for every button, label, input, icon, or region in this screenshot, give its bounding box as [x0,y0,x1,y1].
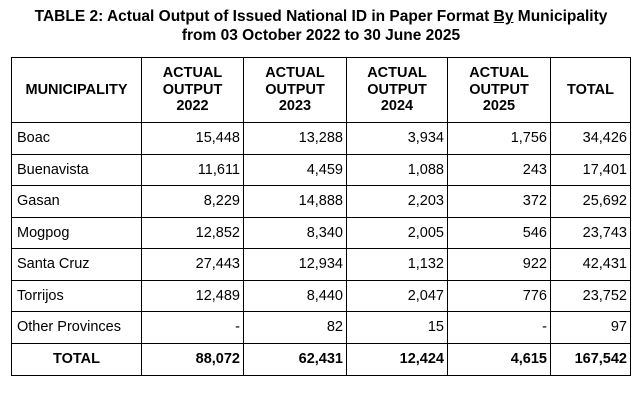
cell-2024: 1,088 [347,154,448,186]
cell-municipality: Buenavista [12,154,142,186]
cell-2025: 776 [448,280,551,312]
total-grand: 167,542 [551,343,631,375]
cell-municipality: Torrijos [12,280,142,312]
cell-2022: 8,229 [142,186,244,218]
total-2022: 88,072 [142,343,244,375]
title-line1-suffix: Municipality [513,8,608,25]
cell-2022: 12,852 [142,217,244,249]
table-row [12,249,631,281]
cell-total: 25,692 [551,186,631,218]
cell-2023: 82 [244,312,347,344]
cell-total: 23,743 [551,217,631,249]
header-municipality: MUNICIPALITY [12,58,142,123]
title-line1-prefix: TABLE 2: Actual Output of Issued National ID in Paper Format [34,8,494,25]
table-footer [12,343,631,375]
cell-2025: 546 [448,217,551,249]
table-row [12,280,631,312]
cell-municipality: Other Provinces [12,312,142,344]
table-header [12,58,631,123]
cell-2023: 14,888 [244,186,347,218]
title-line1-by: By [493,8,514,25]
total-2025: 4,615 [448,343,551,375]
total-row [12,343,631,375]
total-2024: 12,424 [347,343,448,375]
cell-municipality: Gasan [12,186,142,218]
cell-2024: 2,203 [347,186,448,218]
cell-total: 23,752 [551,280,631,312]
total-2023: 62,431 [244,343,347,375]
table-row [12,312,631,344]
cell-municipality: Boac [12,123,142,155]
cell-2024: 1,132 [347,249,448,281]
cell-total: 97 [551,312,631,344]
table-body [12,123,631,344]
cell-total: 42,431 [551,249,631,281]
table-row [12,217,631,249]
header-output-2025: ACTUAL OUTPUT 2025 [448,58,551,123]
municipality-output-table [11,57,631,376]
cell-2023: 8,340 [244,217,347,249]
cell-2023: 8,440 [244,280,347,312]
cell-municipality: Santa Cruz [12,249,142,281]
header-output-2023: ACTUAL OUTPUT 2023 [244,58,347,123]
header-row [12,58,631,123]
cell-2025: 922 [448,249,551,281]
title-line2: from 03 October 2022 to 30 June 2025 [181,27,461,44]
cell-2025: 372 [448,186,551,218]
table-row [12,186,631,218]
cell-2023: 12,934 [244,249,347,281]
header-total: TOTAL [551,58,631,123]
header-output-2022: ACTUAL OUTPUT 2022 [142,58,244,123]
cell-2023: 13,288 [244,123,347,155]
table-row [12,123,631,155]
header-output-2024: ACTUAL OUTPUT 2024 [347,58,448,123]
cell-2024: 2,047 [347,280,448,312]
cell-total: 34,426 [551,123,631,155]
table-title [0,0,642,45]
cell-2022: 11,611 [142,154,244,186]
cell-2025: 1,756 [448,123,551,155]
cell-2025: 243 [448,154,551,186]
cell-2022: 27,443 [142,249,244,281]
cell-2022: 15,448 [142,123,244,155]
cell-2025: - [448,312,551,344]
cell-2023: 4,459 [244,154,347,186]
table-row [12,154,631,186]
cell-2024: 3,934 [347,123,448,155]
cell-2024: 15 [347,312,448,344]
total-label: TOTAL [12,343,142,375]
cell-municipality: Mogpog [12,217,142,249]
cell-total: 17,401 [551,154,631,186]
cell-2024: 2,005 [347,217,448,249]
cell-2022: 12,489 [142,280,244,312]
cell-2022: - [142,312,244,344]
